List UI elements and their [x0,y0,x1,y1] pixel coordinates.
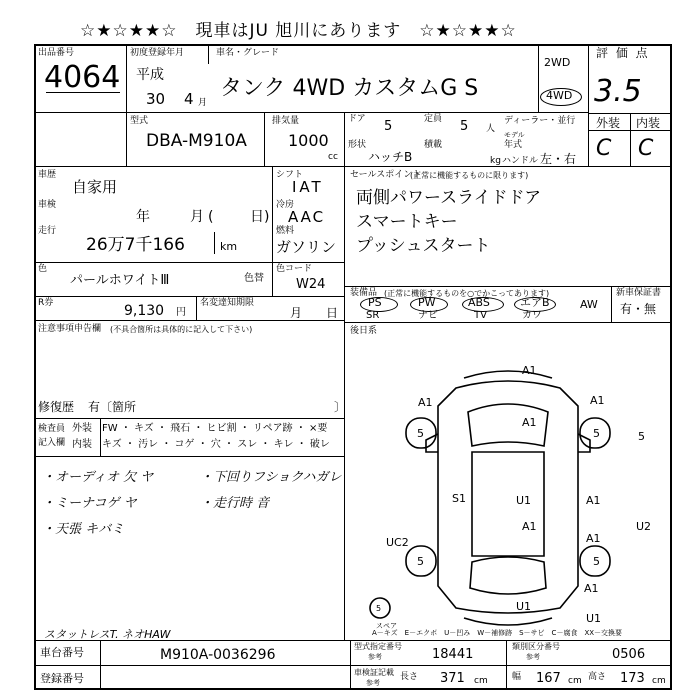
handle-label: ハンドル [502,156,539,166]
check-row2-label: 内装 [72,439,92,450]
deadline-label: 名変達知期限 [200,298,255,308]
check-row1-label: 外装 [72,423,92,434]
eval-score: 3.5 [594,74,642,109]
equipment-label: 装備品 [350,288,378,298]
sales-point-lines [356,186,541,258]
length-value: 371 [440,671,465,686]
equip-pw: PW [418,296,436,309]
damage-label: S1 [452,492,466,505]
drive-4wd: 4WD [546,89,573,102]
model-value: DBA-M910A [146,131,247,151]
capacity-value: 5 [460,119,469,134]
note-item: ・下回りフショクハガレ [200,470,342,485]
ac-label: 冷房 [276,200,295,210]
width-label: 幅 [512,672,522,682]
model-year-label1: モデル [504,131,525,139]
lot-number: 4064 [44,60,121,95]
warranty-label: 新車保証書 [616,288,662,298]
class-no-label: 類別区分番号 [512,642,560,651]
damage-label: A1 [590,394,605,407]
load-unit: kg [490,156,501,166]
equip-aw: AW [580,298,598,311]
interior-grade: C [638,136,654,161]
capacity-label: 定員 [424,114,443,124]
type-no-value: 18441 [432,647,474,662]
damage-diagram [346,356,670,638]
capacity-unit: 人 [486,124,496,134]
equip-tv: TV [474,310,487,321]
equip-leather: カワ [522,310,542,321]
equip-abs: ABS [468,296,490,309]
recycle-value: 9,130 [124,303,165,319]
damage-label: A1 [522,416,537,429]
color-code: W24 [296,277,326,292]
reg-year: 30 [146,90,166,108]
damage-label: U1 [586,612,602,625]
dealer-label: ディーラー・並行 [504,116,576,126]
displacement-label: 排気量 [272,116,300,126]
length-unit: cm [474,676,488,686]
caution-note: (不具合箇所は具体的に記入して下さい) [110,325,253,334]
color-replace-label: 色替 [244,273,264,284]
registration-label: 登録番号 [40,672,84,685]
history-value: 自家用 [72,178,118,196]
damage-label: UC2 [386,536,409,549]
eval-label: 評 価 点 [596,46,650,60]
damage-legend: A－キズ E－エクボ U－凹み W－補修跡 S－サビ C－腐食 XX－交換要 [372,629,623,637]
equipment-note: (正常に機能するものを○でかこってあります) [384,289,550,298]
chassis-label: 車台番号 [40,646,84,659]
damage-label: 5 [593,427,600,440]
inspection-day: 日) [250,209,270,225]
note-item: ・オーディオ 欠 ヤ [42,470,154,485]
damage-label: 5 [593,555,600,568]
inspection-day-open: ( [208,209,214,225]
shape-value: ハッチB [368,150,413,164]
type-no-sub: 参考 [368,653,382,661]
damage-label: A1 [584,582,599,595]
fuel-value: ガソリン [276,238,337,256]
height-label: 高さ [588,672,607,682]
chassis-value: M910A-0036296 [160,647,276,663]
note-item: スタットレスT. ネオHAW [44,628,171,641]
repair-label: 修復歴 [38,400,75,414]
damage-label: U1 [516,600,532,613]
dims-label: 車検証記載 [354,668,394,677]
mileage-unit: km [220,240,238,253]
sales-point-line: プッシュスタート [356,236,491,256]
dims-sub: 参考 [366,679,380,687]
damage-label: U1 [516,494,532,507]
width-unit: cm [568,676,582,686]
seat-label: 後日系 [350,326,378,336]
lot-label: 出品番号 [38,48,75,58]
check-label1: 検査員 [38,424,66,434]
equip-ps: PS [368,296,382,309]
car-name: タンク 4WD カスタムG S [220,76,479,101]
damage-label: A1 [522,520,537,533]
inspection-label: 車検 [38,200,57,210]
sales-point-line: スマートキー [356,212,458,232]
inspection-year: 年 [136,209,150,225]
height-value: 173 [620,671,645,686]
sales-point-label: セールスポイント [350,170,422,180]
repair-value: 有〔箇所 [88,400,137,414]
damage-label: A1 [586,494,601,507]
class-no-value: 0506 [612,647,646,662]
width-value: 167 [536,671,561,686]
note-item: ・ミーナコゲ ヤ [42,496,137,511]
deadline-month: 月 [290,306,303,320]
damage-label: 5 [638,430,645,443]
equip-airbag: エアB [520,296,550,309]
model-year-label2: 年式 [504,140,523,150]
shift-value: IAT [292,178,324,196]
doors-label: ドア [348,114,366,124]
type-no-label: 型式指定番号 [354,642,402,651]
spare-label: スペア [376,622,397,630]
check-row2: キズ ・ 汚レ ・ コゲ ・ 穴 ・ スレ ・ キレ ・ 破レ [102,439,330,450]
recycle-label: R券 [38,298,54,308]
equip-navi: ナビ [418,310,438,321]
note-item: ・走行時 音 [200,496,270,511]
class-no-sub: 参考 [526,653,540,661]
mileage-label: 走行 [38,226,57,236]
displacement-value: 1000 [288,131,329,150]
mileage-value: 26万7千166 [86,235,185,255]
banner: ☆★☆★★☆ 現車はJU 旭川にあります ☆★☆★★☆ [80,21,517,41]
doors-value: 5 [384,119,393,134]
color-value: パールホワイトⅢ [70,273,170,288]
color-label: 色 [38,264,48,274]
damage-label: A1 [586,532,601,545]
recycle-unit: 円 [176,307,186,318]
exterior-label: 外装 [596,116,621,130]
damage-label: U2 [636,520,652,533]
handle-value: 左・右 [540,152,577,166]
inspection-month: 月 [190,209,204,225]
interior-label: 内装 [636,116,661,130]
reg-label: 初度登録年月 [130,48,185,58]
reg-month: 4 [184,90,194,108]
color-code-label: 色コード [276,264,313,274]
shape-label: 形状 [348,140,367,150]
warranty-value: 有・無 [620,302,657,316]
damage-label: 5 [417,555,424,568]
height-unit: cm [652,676,666,686]
sales-point-line: 両側パワースライドドア [356,188,542,208]
damage-label: 5 [376,604,382,613]
damage-label: A1 [522,364,537,377]
reg-month-unit: 月 [198,98,208,108]
sales-point-note: (正常に機能するものに限ります) [410,171,529,180]
caution-label: 注意事項申告欄 [38,324,102,334]
drive-2wd: 2WD [544,56,571,69]
equip-sr: SR [366,310,380,321]
check-row1: FW ・ キズ ・ 飛石 ・ ヒビ割 ・ リペア跡 ・ ×要 [102,423,328,434]
damage-label: 5 [417,427,424,440]
deadline-day: 日 [326,306,339,320]
length-label: 長さ [400,672,419,682]
exterior-grade: C [596,136,612,161]
displacement-unit: cc [328,152,338,162]
ac-value: AAC [288,208,326,226]
load-label: 積載 [424,140,443,150]
note-item: ・天張 キバミ [42,522,125,537]
fuel-label: 燃料 [276,226,295,236]
car-label: 車名・グレード [216,48,280,58]
reg-era: 平成 [136,67,164,83]
history-label: 車歴 [38,170,57,180]
damage-label: A1 [418,396,433,409]
repair-close: 〕 [334,400,347,414]
shift-label: シフト [276,170,304,180]
model-label: 型式 [130,116,149,126]
check-label2: 記入欄 [38,438,66,448]
